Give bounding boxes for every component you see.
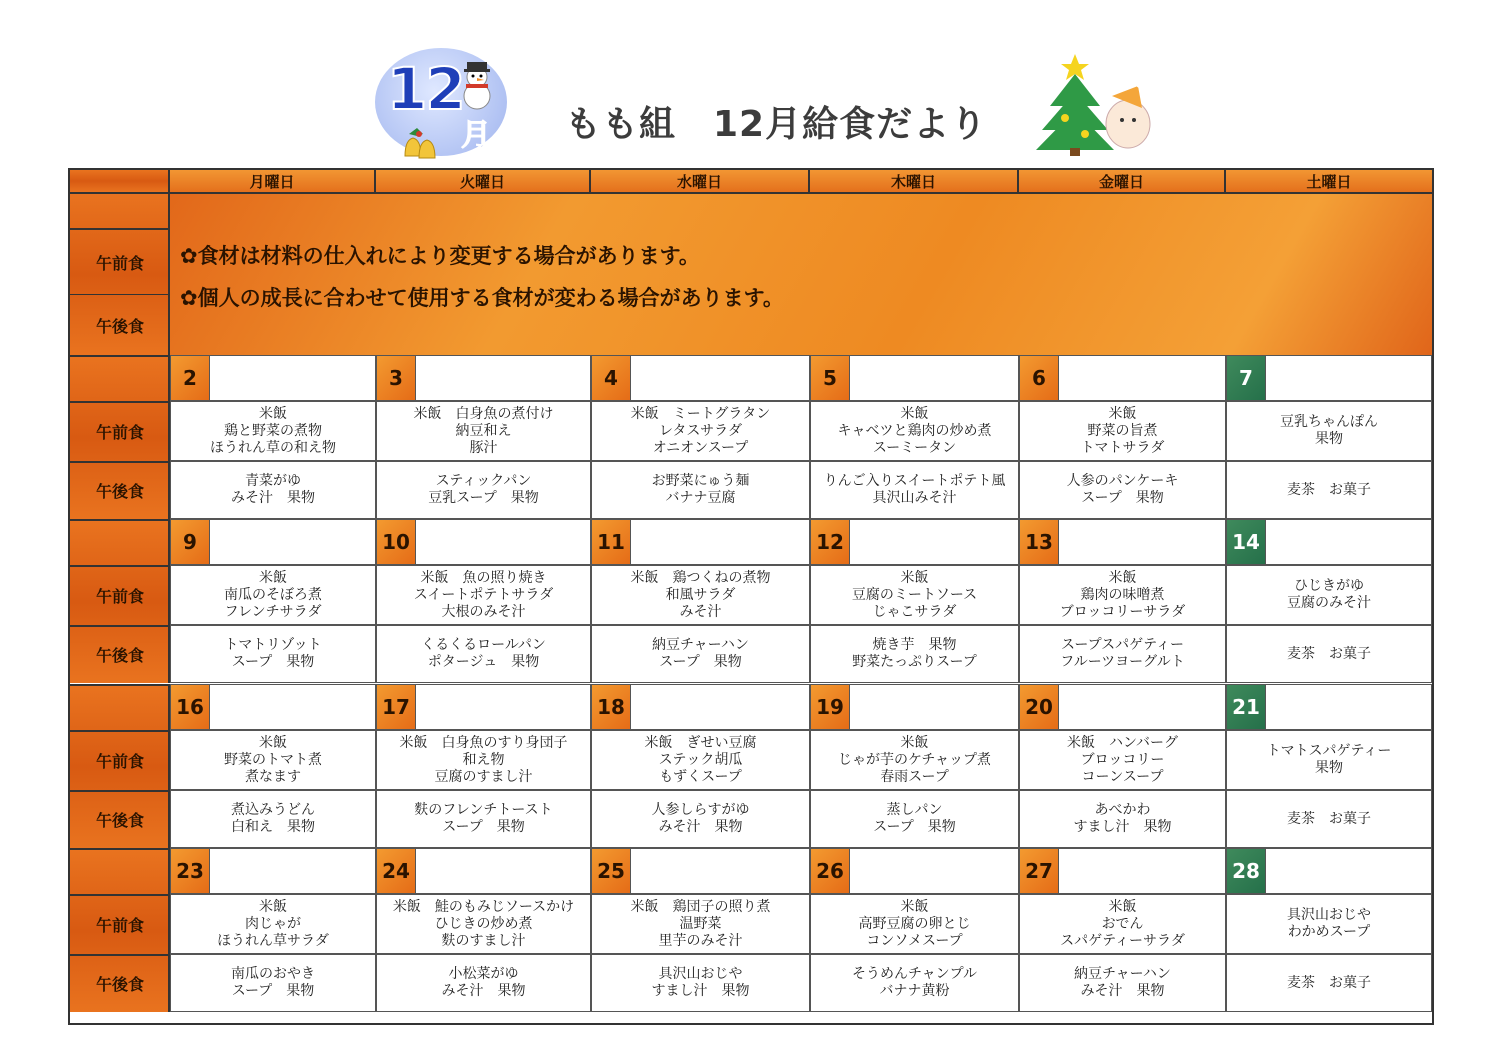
date-cell	[810, 355, 1019, 401]
menu-line: 野菜たっぷりスープ	[852, 654, 977, 670]
snowman-icon	[457, 60, 497, 112]
menu-line: トマトサラダ	[1080, 439, 1165, 456]
menu-line: すまし汁 果物	[651, 983, 750, 999]
menu-line: スープ 果物	[442, 819, 525, 835]
menu-line: 麦茶 お菓子	[1287, 810, 1371, 827]
am-menu-cell	[591, 894, 810, 954]
date-number: 27	[1020, 849, 1059, 893]
menu-line: 人参しらすがゆ	[651, 802, 750, 818]
menu-line: 麦茶 お菓子	[1287, 645, 1371, 662]
menu-line: スープ 果物	[1081, 490, 1164, 506]
menu-line: ほうれん草サラダ	[217, 932, 329, 949]
pm-menu-cell	[810, 625, 1019, 683]
am-menu-cell	[1226, 401, 1432, 461]
date-cell	[376, 684, 591, 730]
menu-line: 米飯 ぎせい豆腐	[644, 734, 757, 751]
menu-line: スープ 果物	[231, 983, 315, 999]
menu-line: みそ汁 果物	[1080, 983, 1165, 999]
menu-line: 高野豆腐の卵とじ	[858, 915, 971, 932]
menu-line: 納豆チャーハン	[1074, 966, 1171, 982]
weekday-tue: 火曜日	[376, 170, 591, 192]
menu-line: スパゲティーサラダ	[1060, 932, 1185, 949]
menu-line: 果物	[1315, 431, 1343, 447]
menu-line: お野菜にゅう麺	[651, 473, 750, 489]
menu-line: 煮込みうどん	[231, 802, 315, 818]
notice-line-1: ✿食材は材料の仕入れにより変更する場合があります。	[180, 244, 700, 268]
pm-menu-cell	[170, 954, 376, 1012]
menu-line: 米飯	[259, 898, 287, 915]
pm-menu-cell	[810, 461, 1019, 519]
menu-line: レタスサラダ	[658, 422, 743, 439]
menu-line: 蒸しパン	[886, 802, 943, 818]
menu-line: フルーツヨーグルト	[1060, 654, 1185, 670]
label-divider	[70, 954, 170, 956]
weekday-sat: 土曜日	[1226, 170, 1432, 192]
am-menu-cell	[810, 894, 1019, 954]
menu-line: わかめスープ	[1287, 924, 1371, 940]
date-number: 4	[592, 356, 631, 400]
date-number: 14	[1227, 520, 1266, 564]
date-cell	[591, 684, 810, 730]
menu-line: 豆腐のミートソース	[851, 586, 978, 603]
menu-line: ステック胡瓜	[658, 751, 743, 768]
date-number: 23	[171, 849, 210, 893]
pm-menu-cell	[170, 790, 376, 848]
pm-menu-cell	[1226, 790, 1432, 848]
date-cell	[1019, 519, 1226, 565]
pm-menu-cell	[591, 461, 810, 519]
menu-line: みそ汁	[679, 603, 722, 620]
christmas-tree-icon	[1030, 48, 1160, 156]
am-menu-cell	[591, 730, 810, 790]
date-cell	[591, 848, 810, 894]
menu-line: みそ汁 果物	[658, 819, 743, 835]
menu-line: フレンチサラダ	[224, 603, 322, 620]
date-cell	[170, 848, 376, 894]
am-label: 午前食	[95, 422, 144, 442]
menu-line: 豚汁	[469, 439, 498, 456]
menu-line: ポタージュ 果物	[427, 654, 540, 670]
menu-line: 具沢山みそ汁	[872, 490, 957, 506]
menu-line: 米飯	[900, 569, 929, 586]
am-menu-cell	[1019, 894, 1226, 954]
am-menu-cell	[810, 730, 1019, 790]
date-cell	[170, 355, 376, 401]
date-number: 18	[592, 685, 631, 729]
menu-line: あべかわ	[1094, 802, 1151, 818]
date-number: 28	[1227, 849, 1266, 893]
date-number: 5	[811, 356, 850, 400]
pm-menu-cell	[1226, 625, 1432, 683]
menu-line: 米飯	[259, 405, 287, 422]
menu-line: 米飯	[1108, 405, 1137, 422]
menu-line: 麩のフレンチトースト	[414, 802, 553, 818]
date-number: 16	[171, 685, 210, 729]
menu-line: 麦茶 お菓子	[1287, 974, 1371, 991]
date-cell	[1226, 848, 1432, 894]
menu-line: 南瓜のおやき	[231, 966, 315, 982]
bells-icon	[395, 126, 445, 162]
pm-menu-cell	[1226, 461, 1432, 519]
label-divider	[70, 730, 170, 732]
pm-menu-cell	[1019, 954, 1226, 1012]
am-menu-cell	[591, 401, 810, 461]
am-menu-cell	[1019, 730, 1226, 790]
menu-line: 米飯 鶏つくねの煮物	[630, 569, 771, 586]
menu-line: 米飯	[259, 734, 287, 751]
menu-line: もずくスープ	[659, 768, 742, 785]
menu-line: オニオンスープ	[652, 439, 749, 456]
menu-line: スープ 果物	[873, 819, 956, 835]
menu-line: 米飯 白身魚の煮付け	[413, 405, 554, 422]
menu-line: 米飯	[900, 734, 929, 751]
menu-line: りんご入りスイートポテト風	[823, 473, 1006, 489]
am-label: 午前食	[95, 751, 144, 771]
date-number: 21	[1227, 685, 1266, 729]
menu-line: 鶏と野菜の煮物	[224, 422, 322, 439]
date-cell	[810, 519, 1019, 565]
date-number: 9	[171, 520, 210, 564]
menu-line: みそ汁 果物	[231, 490, 315, 506]
am-label: 午前食	[95, 915, 144, 935]
am-menu-cell	[810, 401, 1019, 461]
date-cell	[1019, 848, 1226, 894]
date-cell	[1019, 355, 1226, 401]
menu-line: 米飯 魚の照り焼き	[420, 569, 547, 586]
menu-line: キャベツと鶏肉の炒め煮	[837, 422, 992, 439]
date-cell	[376, 848, 591, 894]
menu-line: みそ汁 果物	[441, 983, 526, 999]
menu-line: 和風サラダ	[665, 586, 736, 603]
date-number: 25	[592, 849, 631, 893]
date-cell	[1226, 519, 1432, 565]
pm-menu-cell	[591, 625, 810, 683]
label-divider	[70, 625, 170, 627]
pm-label: 午後食	[95, 974, 144, 994]
date-number: 10	[377, 520, 416, 564]
date-number: 3	[377, 356, 416, 400]
date-number: 12	[811, 520, 850, 564]
date-cell	[1019, 684, 1226, 730]
am-menu-cell	[1019, 401, 1226, 461]
pm-menu-cell	[1226, 954, 1432, 1012]
pm-menu-cell	[376, 625, 591, 683]
am-menu-cell	[591, 565, 810, 625]
menu-line: スイートポテトサラダ	[413, 586, 554, 603]
menu-line: 米飯 鮭のもみじソースかけ	[392, 898, 575, 915]
weekday-thu: 木曜日	[810, 170, 1019, 192]
pm-menu-cell	[170, 461, 376, 519]
menu-line: 里芋のみそ汁	[658, 932, 743, 949]
pm-menu-cell	[810, 790, 1019, 848]
header-corner	[70, 170, 170, 192]
date-cell	[170, 519, 376, 565]
menu-line: 米飯	[1108, 569, 1137, 586]
menu-line: 米飯 ミートグラタン	[630, 405, 771, 422]
menu-line: 米飯	[1108, 898, 1137, 915]
menu-line: トマトスパゲティー	[1266, 743, 1392, 759]
pm-menu-cell	[810, 954, 1019, 1012]
am-label: 午前食	[95, 586, 144, 606]
label-divider	[70, 790, 170, 792]
pm-menu-cell	[1019, 625, 1226, 683]
menu-line: 大根のみそ汁	[441, 603, 526, 620]
bunny-icon	[1106, 80, 1150, 148]
month-number: 12	[387, 55, 464, 123]
menu-line: 白和え 果物	[231, 819, 315, 835]
pm-menu-cell	[376, 461, 591, 519]
date-cell	[810, 848, 1019, 894]
menu-line: 焼き芋 果物	[872, 637, 957, 653]
pm-menu-cell	[376, 790, 591, 848]
menu-line: 米飯 鶏団子の照り煮	[630, 898, 771, 915]
notice-panel	[170, 192, 1432, 355]
label-divider	[70, 565, 170, 567]
weekday-wed: 水曜日	[591, 170, 810, 192]
menu-line: スーミータン	[872, 439, 957, 456]
menu-line: スープスパゲティー	[1061, 637, 1184, 653]
date-cell	[170, 684, 376, 730]
am-menu-cell	[1226, 894, 1432, 954]
menu-line: 米飯	[259, 569, 287, 586]
page-header	[0, 0, 1500, 170]
pm-menu-cell	[591, 954, 810, 1012]
menu-line: じゃが芋のケチャップ煮	[837, 751, 992, 768]
menu-line: おでん	[1101, 915, 1144, 932]
date-number: 2	[171, 356, 210, 400]
pm-menu-cell	[1019, 461, 1226, 519]
menu-line: 和え物	[462, 751, 505, 768]
menu-line: コーンスープ	[1081, 768, 1164, 785]
pm-menu-cell	[591, 790, 810, 848]
month-badge	[375, 48, 507, 156]
menu-line: ほうれん草の和え物	[210, 439, 336, 456]
date-cell	[1226, 684, 1432, 730]
menu-line: バナナ豆腐	[665, 490, 736, 506]
notice-line-2: ✿個人の成長に合わせて使用する食材が変わる場合があります。	[180, 286, 784, 310]
menu-line: 青菜がゆ	[245, 473, 301, 489]
menu-line: 春雨スープ	[880, 768, 949, 785]
date-cell	[1226, 355, 1432, 401]
menu-line: 麩のすまし汁	[441, 932, 526, 949]
menu-line: 米飯 ハンバーグ	[1066, 734, 1179, 751]
am-menu-cell	[376, 730, 591, 790]
menu-line: 鶏肉の味噌煮	[1080, 586, 1165, 603]
menu-line: ブロッコリー	[1080, 751, 1165, 768]
menu-line: 米飯 白身魚のすり身団子	[399, 734, 568, 751]
notice-am-label: 午前食	[95, 253, 144, 273]
am-menu-cell	[376, 894, 591, 954]
menu-line: 野菜の旨煮	[1087, 422, 1158, 439]
menu-line: スティックパン	[435, 473, 532, 489]
menu-line: トマトリゾット	[224, 637, 322, 653]
am-menu-cell	[810, 565, 1019, 625]
menu-line: じゃこサラダ	[872, 603, 957, 620]
weekday-header-row	[70, 170, 1432, 192]
menu-line: 果物	[1315, 760, 1343, 776]
date-number: 13	[1020, 520, 1059, 564]
menu-line: 小松菜がゆ	[448, 966, 519, 982]
am-menu-cell	[170, 401, 376, 461]
menu-line: スープ 果物	[231, 654, 315, 670]
am-menu-cell	[1226, 565, 1432, 625]
date-cell	[376, 355, 591, 401]
menu-line: 豆乳ちゃんぽん	[1280, 414, 1378, 430]
menu-line: すまし汁 果物	[1073, 819, 1172, 835]
date-number: 24	[377, 849, 416, 893]
menu-line: 南瓜のそぼろ煮	[224, 586, 322, 603]
am-menu-cell	[1226, 730, 1432, 790]
date-number: 26	[811, 849, 850, 893]
date-cell	[591, 355, 810, 401]
menu-line: ひじきの炒め煮	[434, 915, 533, 932]
notice-pm-label: 午後食	[95, 316, 144, 336]
menu-line: くるくるロールパン	[421, 637, 546, 653]
am-menu-cell	[170, 894, 376, 954]
am-menu-cell	[1019, 565, 1226, 625]
label-divider	[70, 461, 170, 463]
month-unit: 月	[461, 118, 491, 153]
menu-line: 豆乳スープ 果物	[428, 490, 539, 506]
label-divider	[70, 894, 170, 896]
date-number: 20	[1020, 685, 1059, 729]
menu-line: 豆腐のすまし汁	[434, 768, 533, 785]
menu-line: 具沢山おじや	[1287, 907, 1371, 923]
lunch-calendar	[68, 168, 1434, 1025]
menu-line: 豆腐のみそ汁	[1287, 595, 1371, 611]
menu-line: そうめんチャンプル	[851, 966, 978, 982]
menu-line: 人参のパンケーキ	[1066, 473, 1179, 489]
pm-label: 午後食	[95, 645, 144, 665]
menu-line: 米飯	[900, 898, 929, 915]
menu-line: 麦茶 お菓子	[1287, 481, 1371, 498]
weekday-mon: 月曜日	[170, 170, 376, 192]
pm-label: 午後食	[95, 481, 144, 501]
am-menu-cell	[376, 565, 591, 625]
date-number: 17	[377, 685, 416, 729]
menu-line: 納豆チャーハン	[652, 637, 749, 653]
weekday-fri: 金曜日	[1019, 170, 1226, 192]
date-cell	[376, 519, 591, 565]
pm-menu-cell	[1019, 790, 1226, 848]
menu-line: 野菜のトマト煮	[224, 751, 322, 768]
pm-menu-cell	[376, 954, 591, 1012]
date-number: 7	[1227, 356, 1266, 400]
menu-line: 温野菜	[679, 915, 722, 932]
menu-line: 肉じゃが	[245, 915, 301, 932]
menu-line: 具沢山おじや	[658, 966, 743, 982]
menu-line: スープ 果物	[659, 654, 742, 670]
pm-menu-cell	[170, 625, 376, 683]
page-title: もも組 12月給食だより	[565, 104, 988, 145]
menu-line: ブロッコリーサラダ	[1059, 603, 1186, 620]
menu-line: 納豆和え	[455, 422, 512, 439]
menu-line: コンソメスープ	[866, 932, 963, 949]
menu-line: 煮なます	[245, 768, 301, 785]
am-menu-cell	[376, 401, 591, 461]
am-menu-cell	[170, 565, 376, 625]
menu-line: ひじきがゆ	[1294, 578, 1364, 594]
date-cell	[810, 684, 1019, 730]
date-number: 6	[1020, 356, 1059, 400]
am-menu-cell	[170, 730, 376, 790]
date-cell	[591, 519, 810, 565]
date-number: 19	[811, 685, 850, 729]
menu-line: 米飯	[900, 405, 929, 422]
label-divider	[70, 401, 170, 403]
date-number: 11	[592, 520, 631, 564]
menu-line: バナナ黄粉	[879, 983, 950, 999]
pm-label: 午後食	[95, 810, 144, 830]
